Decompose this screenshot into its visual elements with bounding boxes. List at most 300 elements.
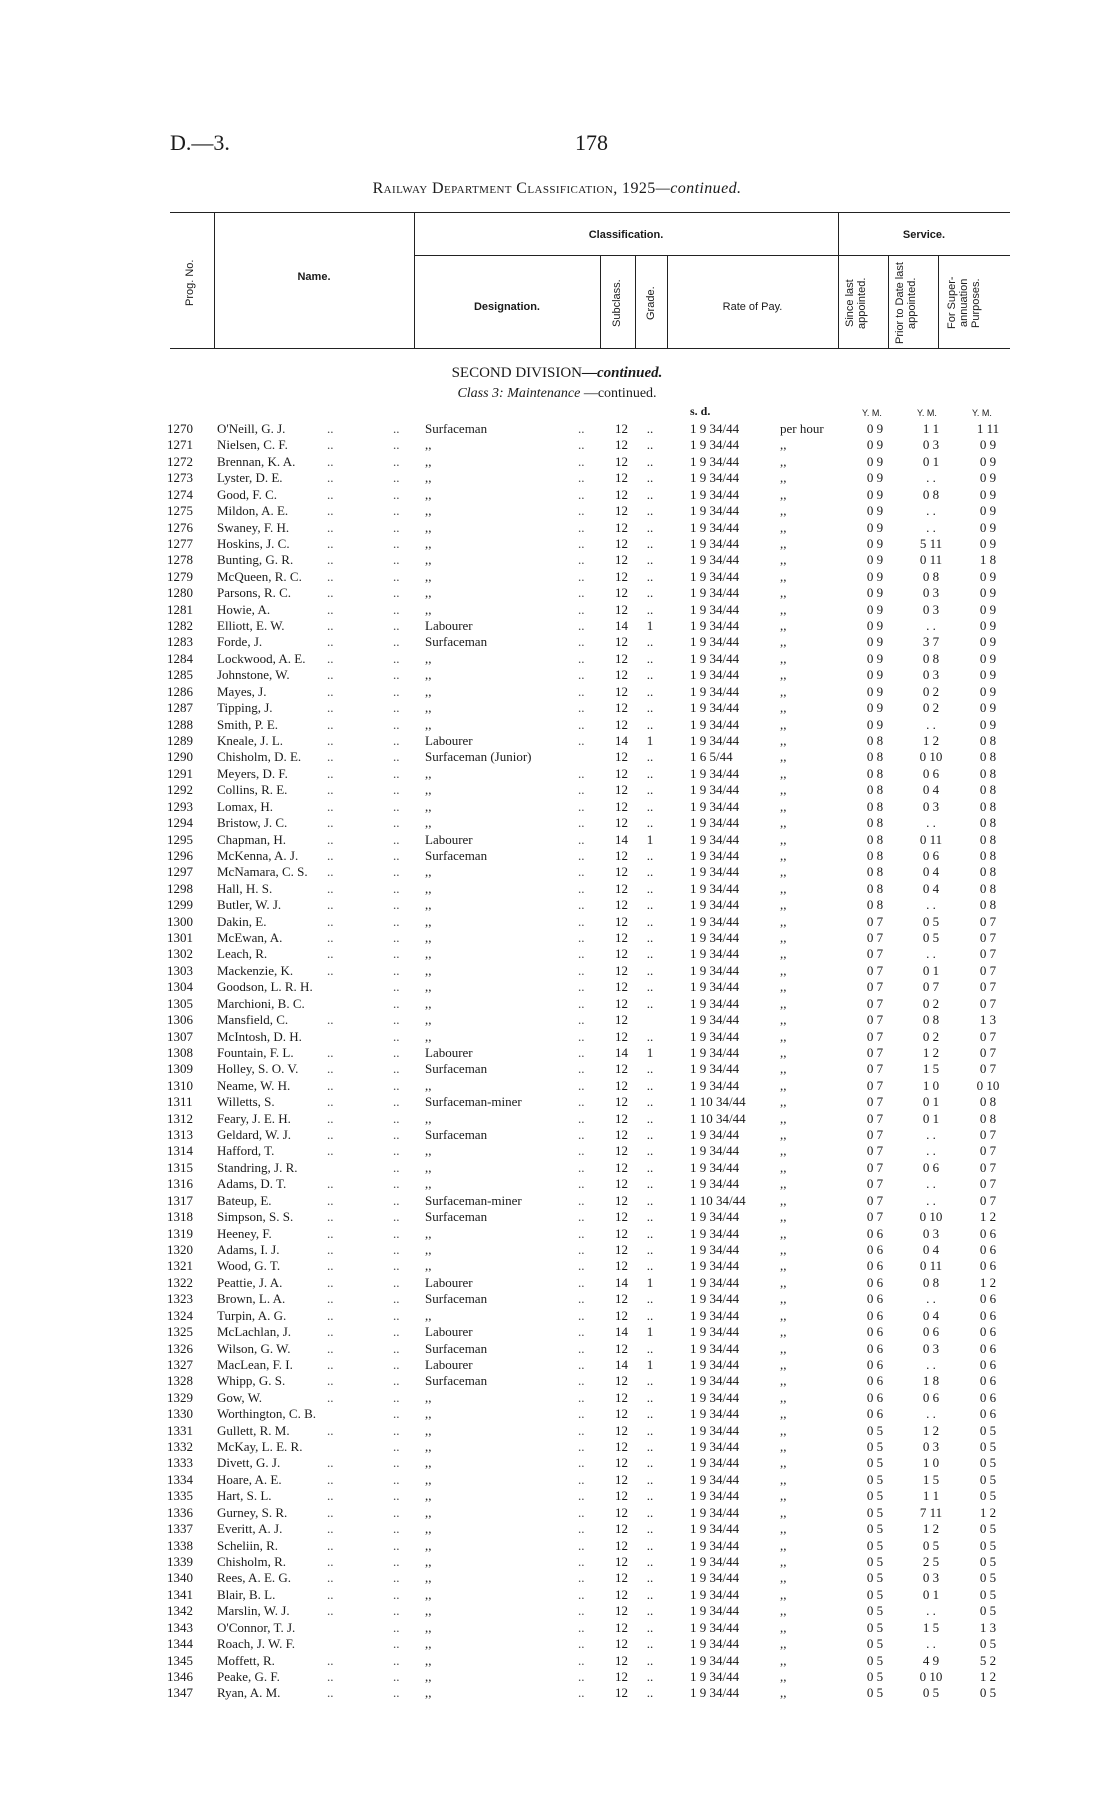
service-superannuation-cell: 0 5: [979, 1521, 997, 1537]
rate-cell: 1 9 34/44: [690, 1504, 740, 1520]
prog-no-cell: 1305: [167, 995, 193, 1011]
name-cell: Turpin, A. G.: [217, 1307, 287, 1323]
designation-cell: Surfaceman-miner: [425, 1192, 522, 1208]
table-row: [0, 618, 1114, 634]
leader-dots: ..: [578, 962, 585, 978]
leader-dots: ..: [393, 650, 400, 666]
grade-cell: ..: [646, 930, 654, 946]
leader-dots: ..: [578, 1652, 585, 1668]
rate-period-cell: ,,: [780, 1044, 787, 1060]
leader-dots: ..: [578, 1094, 585, 1110]
service-prior-cell: 0 3: [922, 667, 940, 683]
grade-cell: ..: [646, 1619, 654, 1635]
service-prior-cell: 0 8: [922, 568, 940, 584]
table-row: [0, 520, 1114, 536]
name-cell: Lockwood, A. E.: [217, 650, 306, 666]
rate-cell: 1 9 34/44: [690, 1307, 740, 1323]
prog-no-cell: 1300: [167, 913, 193, 929]
leader-dots: ..: [393, 1603, 400, 1619]
prog-no-cell: 1337: [167, 1521, 193, 1537]
service-since-last-cell: 0 7: [866, 1209, 884, 1225]
grade-cell: ..: [646, 470, 654, 486]
table-row: [0, 946, 1114, 962]
table-row: [0, 1127, 1114, 1143]
rate-cell: 1 9 34/44: [690, 634, 740, 650]
service-since-last-cell: 0 6: [866, 1373, 884, 1389]
table-row: [0, 717, 1114, 733]
name-cell: Geldard, W. J.: [217, 1127, 292, 1143]
rate-period-cell: ,,: [780, 650, 787, 666]
service-prior-cell: 0 3: [922, 1439, 940, 1455]
rate-period-cell: ,,: [780, 1012, 787, 1028]
subclass-cell: 12: [615, 1636, 628, 1652]
prog-no-cell: 1298: [167, 880, 193, 896]
table-row: [0, 700, 1114, 716]
service-since-last-cell: 0 7: [866, 1012, 884, 1028]
service-superannuation-cell: 0 6: [979, 1258, 997, 1274]
service-superannuation-cell: 1 3: [979, 1619, 997, 1635]
service-since-last-cell: 0 7: [866, 1176, 884, 1192]
leader-dots: ..: [393, 765, 400, 781]
grade-cell: ..: [646, 1176, 654, 1192]
prog-no-cell: 1343: [167, 1619, 193, 1635]
name-cell: Mansfield, C.: [217, 1012, 289, 1028]
subclass-cell: 12: [615, 683, 628, 699]
rate-cell: 1 9 34/44: [690, 618, 740, 634]
leader-dots: ..: [393, 930, 400, 946]
rate-period-cell: ,,: [780, 552, 787, 568]
leader-dots: ..: [578, 1356, 585, 1372]
rate-period-cell: ,,: [780, 1406, 787, 1422]
rate-period-cell: per hour: [780, 421, 824, 436]
rate-cell: 1 9 34/44: [690, 601, 740, 617]
service-prior-cell: . .: [926, 503, 936, 519]
header-name: Name.: [297, 271, 331, 283]
designation-cell: ,,: [425, 1570, 432, 1586]
leader-dots: ..: [578, 1537, 585, 1553]
leader-dots: ..: [578, 683, 585, 699]
leader-dots: ..: [393, 585, 400, 601]
designation-cell: ,,: [425, 1553, 432, 1569]
grade-cell: ..: [646, 1636, 654, 1652]
leader-dots: ..: [327, 601, 334, 617]
rate-period-cell: ,,: [780, 1636, 787, 1652]
leader-dots: ..: [327, 1258, 334, 1274]
table-row: [0, 667, 1114, 683]
unit-years-months-1: Y. M.: [862, 408, 882, 418]
name-cell: Marchioni, B. C.: [217, 995, 305, 1011]
service-superannuation-cell: 1 2: [979, 1209, 997, 1225]
leader-dots: ..: [578, 1143, 585, 1159]
leader-dots: ..: [393, 1110, 400, 1126]
leader-dots: ..: [393, 815, 400, 831]
grade-cell: 1: [646, 732, 654, 748]
prog-no-cell: 1272: [167, 453, 193, 469]
name-cell: Hoare, A. E.: [217, 1471, 282, 1487]
header-prog-no: Prog. No.: [184, 259, 196, 307]
service-superannuation-cell: 0 5: [979, 1455, 997, 1471]
service-since-last-cell: 0 6: [866, 1356, 884, 1372]
service-since-last-cell: 0 9: [866, 437, 884, 453]
leader-dots: ..: [327, 1685, 334, 1701]
leader-dots: ..: [578, 864, 585, 880]
leader-dots: ..: [578, 1504, 585, 1520]
leader-dots: ..: [393, 503, 400, 519]
subclass-cell: 12: [615, 716, 628, 732]
leader-dots: ..: [393, 913, 400, 929]
grade-cell: ..: [646, 1553, 654, 1569]
leader-dots: ..: [578, 815, 585, 831]
designation-cell: ,,: [425, 1028, 432, 1044]
name-cell: Kneale, J. L.: [217, 732, 284, 748]
name-cell: Smith, P. E.: [217, 716, 279, 732]
leader-dots: ..: [393, 1356, 400, 1372]
grade-cell: ..: [646, 1521, 654, 1537]
leader-dots: ..: [327, 1242, 334, 1257]
leader-dots: ..: [578, 1488, 585, 1504]
leader-dots: ..: [393, 683, 400, 699]
name-cell: Hoskins, J. C.: [217, 535, 290, 551]
header-grade: Grade.: [645, 286, 657, 320]
name-cell: Chisholm, R.: [217, 1553, 286, 1569]
designation-cell: ,,: [425, 650, 432, 666]
designation-cell: ,,: [425, 1077, 432, 1093]
prog-no-cell: 1312: [167, 1110, 193, 1126]
leader-dots: ..: [393, 1094, 400, 1110]
leader-dots: ..: [393, 1471, 400, 1487]
name-cell: Nielsen, C. F.: [217, 437, 288, 453]
leader-dots: ..: [578, 585, 585, 601]
header-classification: Classification.: [588, 229, 664, 241]
rate-period-cell: ,,: [780, 979, 787, 995]
subclass-cell: 12: [615, 1471, 628, 1487]
table-row: [0, 421, 1114, 437]
subclass-cell: 12: [615, 1110, 628, 1126]
prog-no-cell: 1345: [167, 1652, 193, 1668]
designation-cell: ,,: [425, 716, 432, 732]
service-prior-cell: 1 1: [922, 1488, 940, 1504]
name-cell: Lyster, D. E.: [217, 470, 283, 486]
name-cell: Butler, W. J.: [217, 897, 282, 913]
leader-dots: ..: [327, 962, 334, 978]
designation-cell: ,,: [425, 1143, 432, 1159]
leader-dots: ..: [327, 437, 334, 453]
rate-period-cell: ,,: [780, 1225, 787, 1241]
prog-no-cell: 1283: [167, 634, 193, 650]
leader-dots: ..: [327, 716, 334, 732]
grade-cell: ..: [646, 1685, 654, 1701]
rate-period-cell: ,,: [780, 634, 787, 650]
rate-period-cell: ,,: [780, 1340, 787, 1356]
rate-period-cell: ,,: [780, 1652, 787, 1668]
leader-dots: ..: [393, 486, 400, 502]
leader-dots: ..: [327, 634, 334, 650]
designation-cell: ,,: [425, 519, 432, 535]
designation-cell: ,,: [425, 765, 432, 781]
leader-dots: ..: [327, 683, 334, 699]
grade-cell: 1: [646, 618, 654, 634]
prog-no-cell: 1325: [167, 1324, 193, 1340]
service-prior-cell: 0 6: [922, 1159, 940, 1175]
leader-dots: ..: [578, 1373, 585, 1389]
table-row: [0, 1406, 1114, 1422]
service-superannuation-cell: 0 8: [979, 1094, 997, 1110]
subclass-cell: 12: [615, 585, 628, 601]
name-cell: Feary, J. E. H.: [217, 1110, 291, 1126]
class-continued: —continued.: [583, 386, 657, 401]
service-prior-cell: . .: [926, 1192, 936, 1208]
grade-cell: 1: [646, 1044, 654, 1060]
prog-no-cell: 1334: [167, 1471, 193, 1487]
service-since-last-cell: 0 8: [866, 732, 884, 748]
name-cell: Holley, S. O. V.: [217, 1061, 299, 1077]
table-row: [0, 1242, 1114, 1258]
table-row: [0, 1143, 1114, 1159]
service-since-last-cell: 0 8: [866, 749, 884, 765]
name-cell: Chapman, H.: [217, 831, 286, 847]
rate-cell: 1 9 34/44: [690, 1471, 740, 1487]
leader-dots: ..: [578, 1455, 585, 1471]
rate-cell: 1 9 34/44: [690, 1406, 740, 1422]
service-since-last-cell: 0 9: [866, 634, 884, 650]
service-prior-cell: 0 3: [922, 437, 940, 453]
leader-dots: ..: [578, 1439, 585, 1455]
page-title: [0, 180, 1114, 198]
rate-cell: 1 9 34/44: [690, 1340, 740, 1356]
name-cell: O'Neill, G. J.: [217, 421, 286, 436]
service-prior-cell: 0 4: [922, 1242, 940, 1257]
service-superannuation-cell: 0 9: [979, 700, 997, 716]
grade-cell: ..: [646, 1668, 654, 1684]
service-since-last-cell: 0 6: [866, 1258, 884, 1274]
service-prior-cell: . .: [926, 1603, 936, 1619]
prog-no-cell: 1338: [167, 1537, 193, 1553]
prog-no-cell: 1341: [167, 1586, 193, 1602]
table-row: [0, 930, 1114, 946]
designation-cell: ,,: [425, 1636, 432, 1652]
table-row: [0, 979, 1114, 995]
name-cell: Brown, L. A.: [217, 1291, 286, 1307]
leader-dots: ..: [578, 421, 585, 436]
name-cell: Divett, G. J.: [217, 1455, 281, 1471]
subclass-cell: 12: [615, 782, 628, 798]
grade-cell: ..: [646, 1422, 654, 1438]
table-row: [0, 864, 1114, 880]
subclass-cell: 12: [615, 1422, 628, 1438]
subclass-cell: 12: [615, 1258, 628, 1274]
designation-cell: ,,: [425, 1685, 432, 1701]
prog-no-cell: 1317: [167, 1192, 193, 1208]
leader-dots: ..: [578, 1176, 585, 1192]
table-row: [0, 1521, 1114, 1537]
leader-dots: ..: [327, 749, 334, 765]
name-cell: Collins, R. E.: [217, 782, 288, 798]
leader-dots: ..: [393, 1422, 400, 1438]
table-row: [0, 897, 1114, 913]
designation-cell: ,,: [425, 552, 432, 568]
designation-cell: ,,: [425, 535, 432, 551]
table-row: [0, 1685, 1114, 1701]
rate-period-cell: ,,: [780, 1570, 787, 1586]
service-prior-cell: 1 1: [922, 421, 940, 436]
leader-dots: ..: [393, 897, 400, 913]
leader-dots: ..: [578, 979, 585, 995]
service-prior-cell: . .: [926, 1291, 936, 1307]
subclass-cell: 14: [615, 831, 628, 847]
leader-dots: ..: [578, 765, 585, 781]
class-label: Class 3:: [457, 386, 504, 401]
subclass-cell: 12: [615, 568, 628, 584]
name-cell: McKenna, A. J.: [217, 847, 299, 863]
grade-cell: ..: [646, 1586, 654, 1602]
header-service: Service.: [902, 229, 946, 241]
leader-dots: ..: [327, 585, 334, 601]
grade-cell: ..: [646, 650, 654, 666]
leader-dots: ..: [327, 946, 334, 962]
designation-cell: Surfaceman: [425, 1340, 488, 1356]
service-prior-cell: 0 2: [922, 995, 940, 1011]
rate-cell: 1 9 34/44: [690, 503, 740, 519]
service-prior-cell: . .: [926, 1636, 936, 1652]
table-row: [0, 1373, 1114, 1389]
subclass-cell: 12: [615, 1373, 628, 1389]
service-superannuation-cell: 0 5: [979, 1570, 997, 1586]
leader-dots: ..: [327, 1274, 334, 1290]
rate-cell: 1 9 34/44: [690, 667, 740, 683]
leader-dots: ..: [578, 1159, 585, 1175]
service-superannuation-cell: 0 7: [979, 962, 997, 978]
service-since-last-cell: 0 5: [866, 1668, 884, 1684]
leader-dots: ..: [327, 1652, 334, 1668]
designation-cell: ,,: [425, 979, 432, 995]
name-cell: Neame, W. H.: [217, 1077, 291, 1093]
prog-no-cell: 1290: [167, 749, 193, 765]
rate-cell: 1 9 34/44: [690, 1127, 740, 1143]
grade-cell: ..: [646, 1537, 654, 1553]
rate-cell: 1 10 34/44: [690, 1110, 746, 1126]
service-superannuation-cell: 5 2: [979, 1652, 997, 1668]
grade-cell: ..: [646, 1094, 654, 1110]
leader-dots: ..: [578, 1242, 585, 1257]
leader-dots: ..: [578, 1668, 585, 1684]
subclass-cell: 12: [615, 1225, 628, 1241]
rate-period-cell: ,,: [780, 1439, 787, 1455]
title-main: Railway Department Classification, 1925: [372, 180, 656, 197]
service-since-last-cell: 0 7: [866, 1028, 884, 1044]
rate-period-cell: ,,: [780, 880, 787, 896]
subclass-cell: 12: [615, 1159, 628, 1175]
leader-dots: ..: [578, 732, 585, 748]
prog-no-cell: 1303: [167, 962, 193, 978]
name-cell: Adams, I. J.: [217, 1242, 280, 1257]
subclass-cell: 12: [615, 437, 628, 453]
designation-cell: ,,: [425, 486, 432, 502]
prog-no-cell: 1284: [167, 650, 193, 666]
subclass-cell: 14: [615, 732, 628, 748]
service-superannuation-cell: 0 9: [979, 634, 997, 650]
header-rate-of-pay: Rate of Pay.: [722, 301, 783, 313]
grade-cell: ..: [646, 1455, 654, 1471]
rate-cell: 1 10 34/44: [690, 1192, 746, 1208]
title-continued: —continued.: [655, 180, 742, 197]
leader-dots: ..: [393, 1143, 400, 1159]
leader-dots: ..: [393, 1159, 400, 1175]
grade-cell: ..: [646, 1110, 654, 1126]
service-since-last-cell: 0 5: [866, 1603, 884, 1619]
table-row: [0, 1455, 1114, 1471]
service-superannuation-cell: 0 7: [979, 1028, 997, 1044]
service-superannuation-cell: 0 6: [979, 1373, 997, 1389]
leader-dots: ..: [327, 503, 334, 519]
designation-cell: ,,: [425, 880, 432, 896]
prog-no-cell: 1301: [167, 930, 193, 946]
leader-dots: ..: [327, 1307, 334, 1323]
leader-dots: ..: [327, 1291, 334, 1307]
table-row: [0, 1570, 1114, 1586]
leader-dots: ..: [393, 568, 400, 584]
service-superannuation-cell: 0 9: [979, 601, 997, 617]
rate-cell: 1 9 34/44: [690, 1077, 740, 1093]
service-superannuation-cell: 0 8: [979, 831, 997, 847]
leader-dots: ..: [393, 700, 400, 716]
service-prior-cell: 1 2: [922, 1044, 940, 1060]
service-superannuation-cell: 0 9: [979, 618, 997, 634]
service-superannuation-cell: 0 8: [979, 765, 997, 781]
subclass-cell: 12: [615, 470, 628, 486]
subclass-cell: 12: [615, 1504, 628, 1520]
leader-dots: ..: [578, 782, 585, 798]
service-superannuation-cell: 0 9: [979, 650, 997, 666]
prog-no-cell: 1320: [167, 1242, 193, 1257]
rate-period-cell: ,,: [780, 585, 787, 601]
service-since-last-cell: 0 7: [866, 995, 884, 1011]
service-since-last-cell: 0 9: [866, 453, 884, 469]
leader-dots: ..: [327, 897, 334, 913]
name-cell: Johnstone, W.: [217, 667, 290, 683]
designation-cell: ,,: [425, 470, 432, 486]
table-row: [0, 1620, 1114, 1636]
leader-dots: ..: [393, 1258, 400, 1274]
table-row: [0, 1193, 1114, 1209]
grade-cell: ..: [646, 437, 654, 453]
service-since-last-cell: 0 8: [866, 831, 884, 847]
service-prior-cell: 0 11: [919, 1258, 943, 1274]
leader-dots: ..: [327, 1570, 334, 1586]
leader-dots: ..: [578, 897, 585, 913]
table-row: [0, 1078, 1114, 1094]
leader-dots: ..: [578, 601, 585, 617]
subclass-cell: 12: [615, 1307, 628, 1323]
service-superannuation-cell: 0 8: [979, 897, 997, 913]
subclass-cell: 12: [615, 535, 628, 551]
name-cell: Elliott, E. W.: [217, 618, 285, 634]
subclass-cell: 12: [615, 1553, 628, 1569]
subclass-cell: 12: [615, 519, 628, 535]
prog-no-cell: 1306: [167, 1012, 193, 1028]
rate-cell: 1 9 34/44: [690, 552, 740, 568]
leader-dots: ..: [393, 1127, 400, 1143]
leader-dots: ..: [327, 470, 334, 486]
grade-cell: ..: [646, 798, 654, 814]
subclass-cell: 12: [615, 1603, 628, 1619]
leader-dots: ..: [327, 1077, 334, 1093]
rate-period-cell: ,,: [780, 470, 787, 486]
table-row: [0, 1258, 1114, 1274]
name-cell: Mildon, A. E.: [217, 503, 289, 519]
rate-cell: 1 9 34/44: [690, 1159, 740, 1175]
leader-dots: ..: [327, 831, 334, 847]
rate-cell: 1 9 34/44: [690, 1668, 740, 1684]
